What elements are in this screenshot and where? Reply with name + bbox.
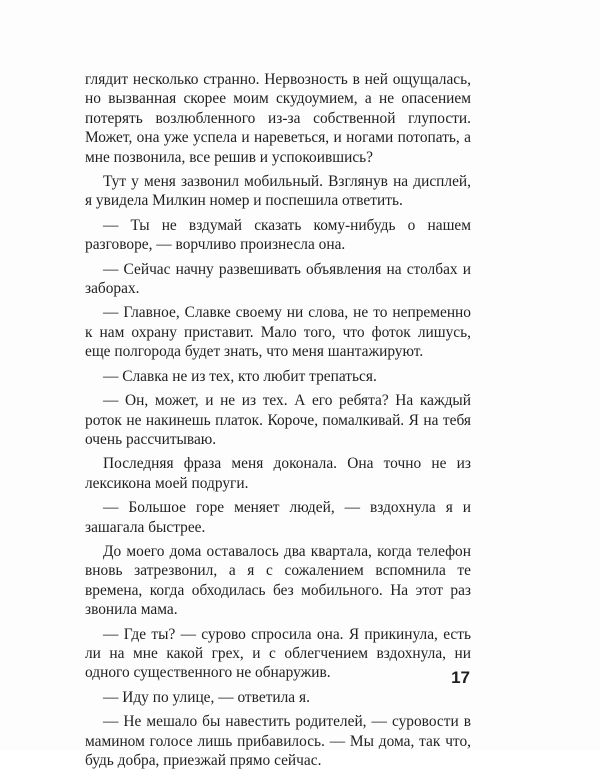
paragraph: Последняя фраза меня доконала. Она точно не из лексикона моей подруги. [85,455,471,492]
paragraph: глядит несколько странно. Нервозность в ней ощущалась, но вызванная скорее моим скудоумием, а не опасением потерять возлюбленного из-за собственной глупости. Может, она уже успела и нареветься, и ногами потопать, а мне позвонила, все решив и успокоившись? [85,71,471,166]
page-number: 17 [451,668,470,687]
paragraph: — Сейчас начну развешивать объявления на столбах и заборах. [85,260,471,298]
paragraph: До моего дома оставалось два квартала, когда телефон вновь затрезвонил, а я с сожалением вспомнила те времена, когда обходилась без мобильного. На этот раз звонила мама. [85,542,471,619]
paragraph: — Славка не из тех, кто любит трепаться. [103,367,377,385]
paragraph: — Не мешало бы навестить родителей, — суровости в мамином голосе лишь прибавилось. — Мы дома, так что, будь добра, приезжай прямо сейчас. [85,713,471,769]
paragraph: — Иду по улице, — ответила я. [103,688,310,706]
paragraph: — Он, может, и не из тех. А его ребята? На каждый роток не накинешь платок. Короче, помалкивай. Я на тебя очень рассчитываю. [85,392,471,448]
paragraph: — Где ты? — сурово спросила она. Я прикинула, есть ли на мне какой грех, и с облегчением вздохнула, ни одного существенного не обнаружив. [85,625,471,682]
page-body-text [85,70,471,770]
paragraph: — Ты не вздумай сказать кому-нибудь о нашем разговоре, — ворчливо произнесла она. [85,216,471,254]
paragraph: Тут у меня зазвонил мобильный. Взглянув на дисплей, я увидела Милкин номер и поспешила ответить. [85,173,471,210]
paragraph: — Главное, Славке своему ни слова, не то непременно к нам охрану приставит. Мало того, что фоток лишусь, еще полгорода будет знать, что меня шантажируют. [85,304,471,361]
paragraph: — Большое горе меняет людей, — вздохнула я и зашагала быстрее. [85,499,471,536]
